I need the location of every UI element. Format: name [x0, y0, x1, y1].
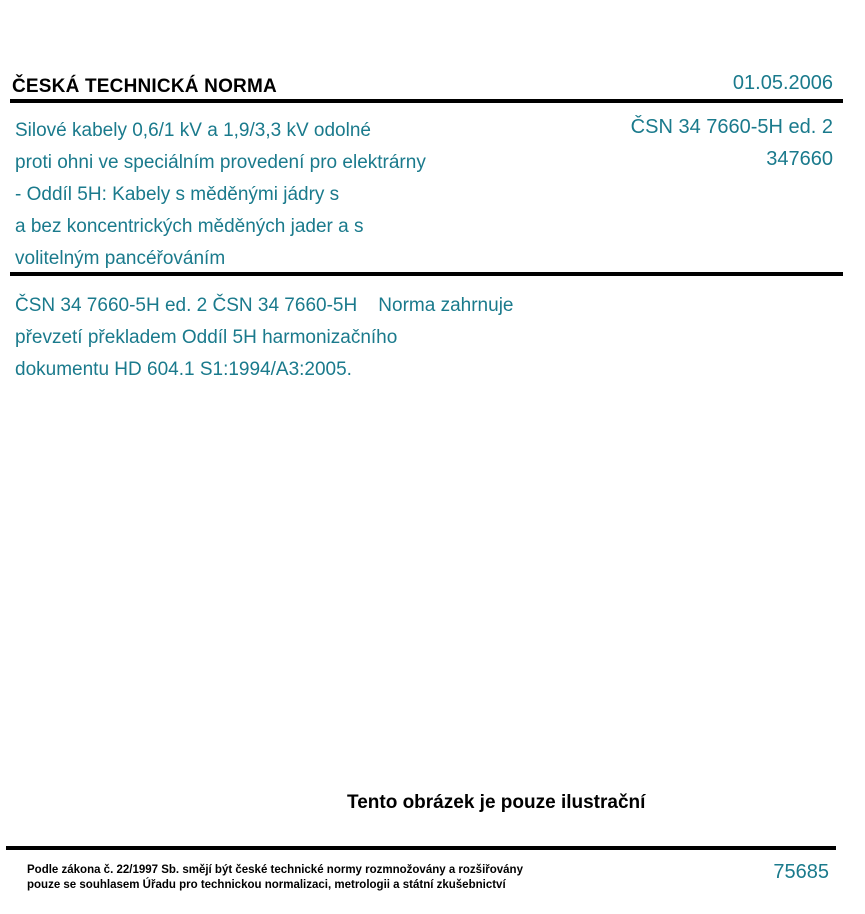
title-divider: [10, 272, 843, 276]
standard-title-line: volitelným pancéřováním: [15, 248, 226, 269]
document-number: 75685: [773, 861, 829, 883]
standard-number: ČSN 34 7660-5H ed. 2: [630, 116, 833, 138]
standard-title-line: proti ohni ve speciálním provedení pro elektrárny: [15, 152, 426, 173]
illustration-note: Tento obrázek je pouze ilustrační: [347, 792, 646, 813]
standard-title: [15, 115, 535, 275]
standard-title-line: a bez koncentrických měděných jader a s: [15, 216, 364, 237]
description-line: ČSN 34 7660-5H ed. 2 ČSN 34 7660-5H Norma zahrnuje: [15, 295, 514, 316]
classification-code: 347660: [766, 148, 833, 170]
header-divider: [10, 99, 843, 103]
legal-notice: [27, 863, 523, 893]
legal-notice-line: pouze se souhlasem Úřadu pro technickou normalizaci, metrologii a státní zkušebnictví: [27, 879, 506, 891]
standard-description: [15, 290, 635, 386]
description-line: převzetí překladem Oddíl 5H harmonizačního: [15, 327, 398, 348]
description-line: dokumentu HD 604.1 S1:1994/A3:2005.: [15, 359, 352, 380]
document-header-title: ČESKÁ TECHNICKÁ NORMA: [12, 76, 277, 97]
standard-title-line: - Oddíl 5H: Kabely s měděnými jádry s: [15, 184, 340, 205]
footer-divider: [6, 846, 836, 850]
issue-date: 01.05.2006: [732, 72, 833, 94]
standard-title-line: Silové kabely 0,6/1 kV a 1,9/3,3 kV odolné: [15, 120, 371, 141]
legal-notice-line: Podle zákona č. 22/1997 Sb. smějí být české technické normy rozmnožovány a rozšiřovány: [27, 864, 523, 876]
